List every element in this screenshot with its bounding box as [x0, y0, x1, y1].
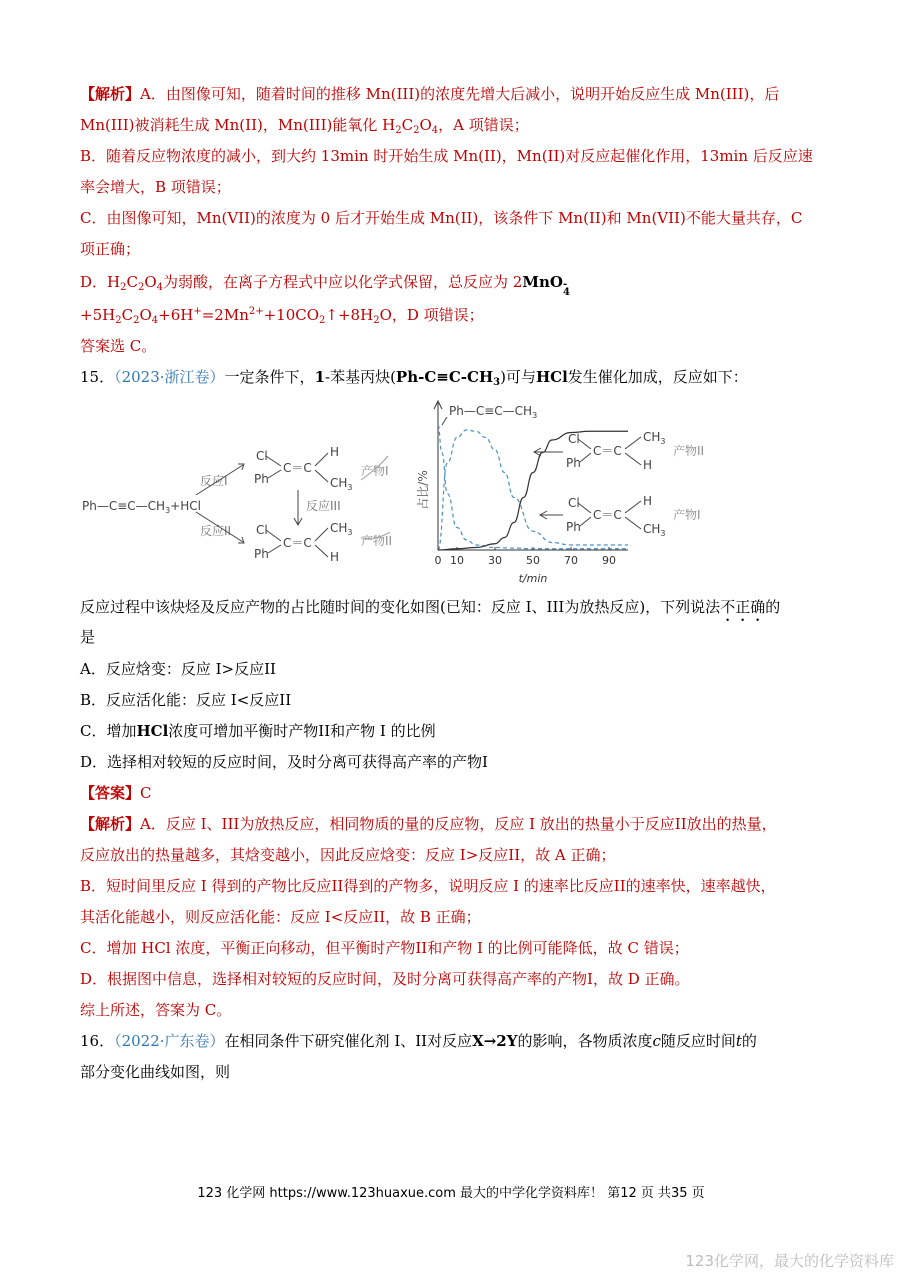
- p2-cl: Cl: [256, 523, 268, 537]
- p2-ceqc: C＝C: [283, 536, 312, 550]
- label-reactant: $Ph—C\equiv C—CH_3$: [449, 404, 538, 420]
- p2-bond-cl: [266, 530, 281, 541]
- p2-label: 产物II: [361, 534, 393, 548]
- d1-mid: C: [126, 273, 138, 291]
- q16-var-t: t: [735, 1032, 742, 1050]
- q16-source: （2022·广东卷）: [114, 1032, 225, 1050]
- q15-hcl: HCl: [535, 368, 568, 386]
- d1-sub3: 4: [156, 282, 164, 293]
- q15-option-d: [80, 752, 488, 772]
- q16-equation: X→2Y: [472, 1032, 518, 1050]
- d1-post: 为弱酸，在离子方程式中应以化学式保留，总反应为 2: [163, 273, 523, 291]
- p2-ph: Ph: [254, 547, 269, 561]
- q15-stem-d: )可与: [500, 368, 536, 386]
- x-tick-label-0: 0: [434, 554, 442, 567]
- chart-p1-bond3: [625, 501, 641, 513]
- a2-mid2: O: [419, 116, 432, 134]
- answer14-text: 答案选 C。: [80, 337, 157, 355]
- d2-g: O，D 项错误；: [379, 306, 484, 324]
- chart-label-p1: 产物I: [673, 508, 701, 522]
- q16-stem-a: 在相同条件下研究催化剂 I、II对反应: [224, 1032, 473, 1050]
- watermark: 123化学网，最大的化学资料库: [685, 1252, 894, 1270]
- q15-number: 15．: [80, 368, 115, 386]
- q16-stem-b: 的影响，各物质浓度: [517, 1032, 653, 1050]
- p1-ceqc: C＝C: [283, 461, 312, 475]
- chart-p1-ceqc: C＝C: [593, 508, 622, 522]
- d2-sub3: 4: [151, 315, 159, 326]
- chart-p2-bond3: [625, 437, 641, 449]
- q16-stem2-text: 部分变化曲线如图，则: [80, 1063, 231, 1081]
- b2-text: 率会增大，B 项错误；: [80, 178, 231, 196]
- c1-text: C．由图像可知，Mn(VII)的浓度为 0 后才开始生成 Mn(II)，该条件下 Mn(II)和 Mn(VII)不能大量共存，C: [80, 209, 803, 227]
- q15-exp2: [80, 845, 615, 865]
- q15-exp7-text: 综上所述，答案为 C。: [80, 1001, 232, 1019]
- d2-e: +10CO: [263, 306, 320, 324]
- p1-bond-ph: [268, 470, 281, 478]
- chart-p1-bond4: [625, 517, 641, 529]
- d2-sub1: 2: [115, 315, 122, 326]
- q16-stem-c: 随反应时间: [660, 1032, 736, 1050]
- chart-p2-cl: Cl: [568, 432, 580, 446]
- d2-sup1: +: [193, 306, 202, 317]
- q15-exp5: [80, 938, 689, 958]
- analysis14-line-d1: [80, 272, 571, 298]
- q15-stem: [80, 367, 748, 387]
- q15-exp4-text: 其活化能越小，则反应活化能：反应 I<反应II，故 B 正确；: [80, 908, 481, 926]
- q16-number: 16．: [80, 1032, 115, 1050]
- a2-pre: Mn(III)被消耗生成 Mn(II)，Mn(III)能氧化 H: [80, 116, 396, 134]
- answer-tag: 【答案】: [80, 784, 141, 802]
- fraction-time-chart: [413, 395, 713, 587]
- x-axis-label: t/min: [518, 572, 548, 585]
- analysis14-line-d2: [80, 305, 484, 325]
- analysis14-line-c2: [80, 239, 140, 259]
- scheme-reactant: $Ph—C\equiv C—CH_3+HCl$: [82, 499, 201, 515]
- chart-p2-bond4: [625, 453, 641, 465]
- analysis14-answer: [80, 336, 156, 356]
- q15-stem2: [80, 597, 780, 625]
- q15-option-d-text: D．选择相对较短的反应时间，及时分离可获得高产率的产物I: [80, 753, 488, 771]
- x-tick-label-90: 90: [602, 554, 616, 567]
- ion-text: MnO: [522, 273, 563, 291]
- x-tick-label-50: 50: [526, 554, 540, 567]
- x-tick-label-70: 70: [564, 554, 578, 567]
- p1-ch3: $CH_3$: [330, 476, 353, 492]
- q16-stem: [80, 1031, 757, 1051]
- chart-p2-ch3: $CH_3$: [643, 430, 666, 446]
- q15-answer-value: C: [140, 784, 152, 802]
- q15-exp7: [80, 1000, 231, 1020]
- arrow-r2-head: [238, 537, 244, 543]
- analysis14-line-a2: [80, 115, 529, 135]
- analysis-tag: 【解析】: [80, 85, 141, 103]
- scheme-label-r2: 反应II: [200, 524, 232, 538]
- q15-exp3: [80, 876, 776, 896]
- q15-stem3-text: 是: [80, 628, 96, 646]
- q15-stem-a: 一定条件下，: [224, 368, 315, 386]
- q15-option-b: [80, 690, 291, 710]
- a2-sub2: 2: [413, 125, 420, 136]
- q15-exp4: [80, 907, 481, 927]
- chart-label-p2: 产物II: [673, 444, 705, 458]
- p1-label: 产物I: [361, 464, 389, 478]
- q15-formula-sub: 3: [493, 377, 501, 388]
- x-tick-label-10: 10: [450, 554, 464, 567]
- scheme-label-r1: 反应I: [200, 474, 228, 488]
- chart-p1-bond1: [578, 503, 591, 513]
- d1-pre: D．H: [80, 273, 121, 291]
- q15-formula: Ph-C≡C-CH: [395, 368, 494, 386]
- p1-ph: Ph: [254, 472, 269, 486]
- q15-stem-c: -苯基丙炔(: [325, 368, 396, 386]
- p2-bond-ch3: [315, 528, 328, 541]
- q15-exp-tag: 【解析】: [80, 815, 141, 833]
- p1-bond-ch3: [315, 470, 328, 482]
- permanganate-ion: MnO - 4: [522, 273, 570, 298]
- q15-option-a-text: A．反应焓变：反应 I>反应II: [80, 660, 276, 678]
- q15-exp2-text: 反应放出的热量越多，其焓变越小，因此反应焓变：反应 I>反应II，故 A 正确；: [80, 846, 616, 864]
- c2-text: 项正确；: [80, 240, 141, 258]
- a2-sub3: 4: [431, 125, 439, 136]
- a2-post: ，A 项错误；: [438, 116, 529, 134]
- analysis14-line-c1: [80, 208, 802, 228]
- b1-text: B．随着反应物浓度的减小，到大约 13min 时开始生成 Mn(II)，Mn(II)对反应起催化作用，13min 后反应速: [80, 147, 813, 165]
- chart-p1-h: H: [643, 494, 653, 508]
- chart-p2-bond1: [578, 439, 591, 449]
- q15-answer: [80, 783, 152, 803]
- d2-sub5: 2: [373, 315, 380, 326]
- q15-exp6-text: D．根据图中信息，选择相对较短的反应时间，及时分离可获得高产率的产物I，故 D 正确。: [80, 970, 690, 988]
- q15-stem2-emph: 不正确: [720, 598, 766, 616]
- q15-exp1: [80, 814, 777, 834]
- p2-h: H: [330, 550, 340, 564]
- d2-sub2: 2: [133, 315, 140, 326]
- p1-bond-cl: [266, 456, 281, 466]
- chart-p2-ceqc: C＝C: [593, 444, 622, 458]
- d2-a: C: [121, 306, 134, 324]
- d1-sub1: 2: [120, 282, 127, 293]
- arrow-r1-head: [238, 464, 244, 470]
- a2-mid: C: [401, 116, 414, 134]
- p2-bond-ph: [268, 545, 281, 553]
- x-tick-label-30: 30: [488, 554, 502, 567]
- analysis14-line-a1: [80, 84, 779, 104]
- p1-h: H: [330, 445, 340, 459]
- p2-bond-h: [315, 545, 328, 557]
- pointer-reactant: [442, 417, 447, 425]
- q16-stem2: [80, 1062, 230, 1082]
- d2-f: ↑+8H: [325, 306, 374, 324]
- q15-option-c-hcl: HCl: [136, 722, 169, 740]
- chart-p1-bond2: [580, 517, 591, 526]
- chart-p1-ch3: $CH_3$: [643, 522, 666, 538]
- d2-pre: +5H: [80, 306, 116, 324]
- q15-stem2-pre: 反应过程中该炔烃及反应产物的占比随时间的变化如图(已知：反应 I、III为放热反应)，下列说法: [80, 598, 721, 616]
- q15-exp3-text: B．短时间里反应 I 得到的产物比反应II得到的产物多，说明反应 I 的速率比反应II的速率快，速率越快，: [80, 877, 776, 895]
- analysis14-line-b2: [80, 177, 231, 197]
- chart-p2-bond2: [580, 453, 591, 462]
- y-axis-label: 占比/%: [416, 470, 430, 510]
- d1-mid2: O: [144, 273, 157, 291]
- d1-sub2: 2: [137, 282, 145, 293]
- q15-stem-e: 发生催化加成，反应如下：: [567, 368, 748, 386]
- q15-stem2-post: 的: [765, 598, 781, 616]
- q15-option-c: [80, 721, 436, 741]
- q15-option-b-text: B．反应活化能：反应 I<反应II: [80, 691, 292, 709]
- q15-exp5-text: C．增加 HCl 浓度，平衡正向移动，但平衡时产物II和产物 I 的比例可能降低，故 C 错误；: [80, 939, 689, 957]
- d2-d: =2Mn: [201, 306, 249, 324]
- q16-stem-d: 的: [741, 1032, 757, 1050]
- q15-exp6: [80, 969, 690, 989]
- q15-option-c-pre: C．增加: [80, 722, 137, 740]
- page-footer: 123 化学网 https://www.123huaxue.com 最大的中学化学资料库！ 第12 页 共35 页: [197, 1186, 705, 1201]
- analysis14-a1-text: A．由图像可知，随着时间的推移 Mn(III)的浓度先增大后减小，说明开始反应生成 Mn(III)，后: [140, 85, 780, 103]
- q15-stem3: [80, 627, 95, 647]
- q15-source: （2023·浙江卷）: [114, 368, 225, 386]
- d2-sup2: 2+: [248, 306, 264, 317]
- analysis14-line-b1: [80, 146, 813, 166]
- p1-bond-h: [315, 453, 328, 466]
- q15-option-c-post: 浓度可增加平衡时产物II和产物 I 的比例: [168, 722, 436, 740]
- d2-c: +6H: [158, 306, 194, 324]
- chart-p2-h: H: [643, 458, 653, 472]
- scheme-label-r3: 反应III: [306, 499, 341, 513]
- chart-p1-cl: Cl: [568, 496, 580, 510]
- d2-b: O: [139, 306, 152, 324]
- d2-sub4: 2: [319, 315, 326, 326]
- q16-var-c: c: [652, 1032, 661, 1050]
- p1-cl: Cl: [256, 449, 268, 463]
- q15-stem-b: 1: [314, 368, 325, 386]
- reaction-scheme: [78, 400, 423, 575]
- a2-sub1: 2: [395, 125, 402, 136]
- chart-p2-ph: Ph: [566, 456, 581, 470]
- chart-p1-ph: Ph: [566, 520, 581, 534]
- q15-option-a: [80, 659, 276, 679]
- q15-exp1-text: A．反应 I、III为放热反应，相同物质的量的反应物，反应 I 放出的热量小于反应II放出的热量，: [140, 815, 777, 833]
- p2-ch3: $CH_3$: [330, 521, 353, 537]
